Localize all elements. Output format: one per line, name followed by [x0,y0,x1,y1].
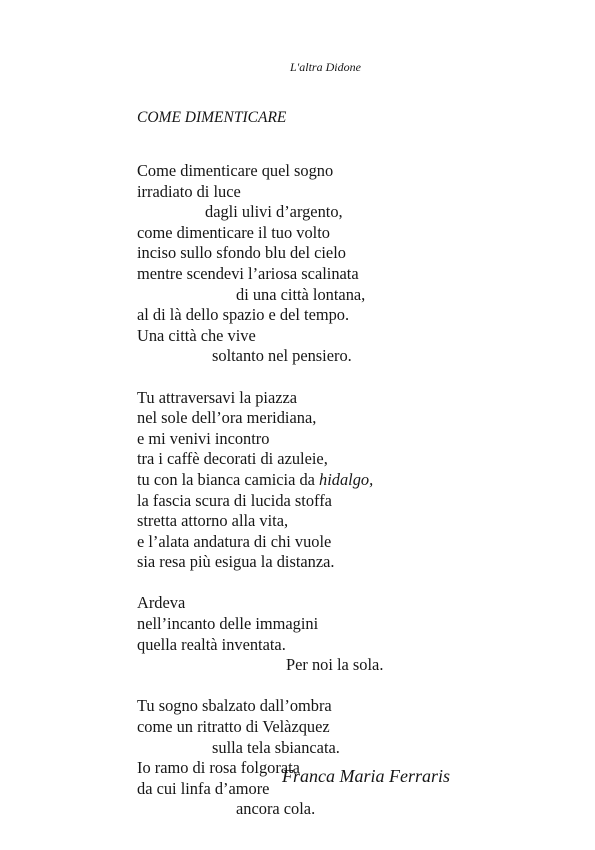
poem-title: COME DIMENTICARE [137,109,287,126]
stanza [137,696,537,820]
poem-line [137,511,537,532]
stanza [137,161,537,367]
poem-line [137,326,537,347]
poem-line-text: sulla tela sbiancata. [212,737,340,757]
poem-line [137,593,537,614]
poem-line [137,491,537,512]
poem-line [137,182,537,203]
author-signature: Franca Maria Ferraris [282,766,450,786]
poem-line [137,223,537,244]
poem-line-text: mentre scendevi l’ariosa scalinata [137,263,359,283]
poem-line-emphasis: hidalgo, [319,469,374,489]
poem-line [137,408,537,429]
poem-line [137,243,537,264]
running-head: L'altra Didone [290,60,361,74]
poem-line [137,799,537,820]
poem-line-text: soltanto nel pensiero. [212,346,352,366]
poem-line [137,532,537,553]
poem-line [137,285,537,306]
poem-line [137,470,537,491]
poem-line [137,635,537,656]
poem-line-text: tra i caffè decorati di azuleie, [137,449,328,469]
poem-line-text: Ardeva [137,593,186,613]
poem-line-text: Io ramo di rosa folgorata [137,758,300,778]
poem-line [137,655,537,676]
poem-line-text: nel sole dell’ora meridiana, [137,408,317,428]
poem-line [137,346,537,367]
poem-line-text: dagli ulivi d’argento, [205,202,343,222]
poem-body [137,161,537,820]
poem-line-text: quella realtà inventata. [137,634,286,654]
poem-line-text: sia resa più esigua la distanza. [137,552,335,572]
stanza [137,593,537,675]
poem-line-text: Una città che vive [137,325,256,345]
poem-line-text: ancora cola. [236,799,316,819]
poem-line-text: e mi venivi incontro [137,428,270,448]
poem-line-text: di una città lontana, [236,284,366,304]
poem-line [137,738,537,759]
poem-line-text: Tu attraversavi la piazza [137,387,298,407]
poem-line-text: irradiato di luce [137,181,241,201]
poem-line-text: la fascia scura di lucida stoffa [137,490,332,510]
poem-line [137,264,537,285]
poem-line [137,449,537,470]
poem-line-text: come un ritratto di Velàzquez [137,717,330,737]
poem-line-text: Tu sogno sbalzato dall’ombra [137,696,332,716]
poem-line [137,696,537,717]
poem-line [137,429,537,450]
poem-line-text: da cui linfa d’amore [137,778,270,798]
poem-line [137,305,537,326]
poem-line [137,202,537,223]
poem-line-text: come dimenticare il tuo volto [137,222,330,242]
poem-line [137,388,537,409]
poem-line [137,161,537,182]
poem-line-text: e l’alata andatura di chi vuole [137,531,332,551]
poem-line-text: stretta attorno alla vita, [137,511,289,531]
poem-line-text: Per noi la sola. [286,655,384,675]
poem-line-text: inciso sullo sfondo blu del cielo [137,243,346,263]
poem-line-text: Come dimenticare quel sogno [137,161,334,180]
poem-line-text: tu con la bianca camicia da [137,469,320,489]
poem-line [137,717,537,738]
poem-line-text: nell’incanto delle immagini [137,614,319,634]
poem-line [137,614,537,635]
poem-line [137,552,537,573]
stanza [137,388,537,573]
poem-line-text: al di là dello spazio e del tempo. [137,305,350,325]
